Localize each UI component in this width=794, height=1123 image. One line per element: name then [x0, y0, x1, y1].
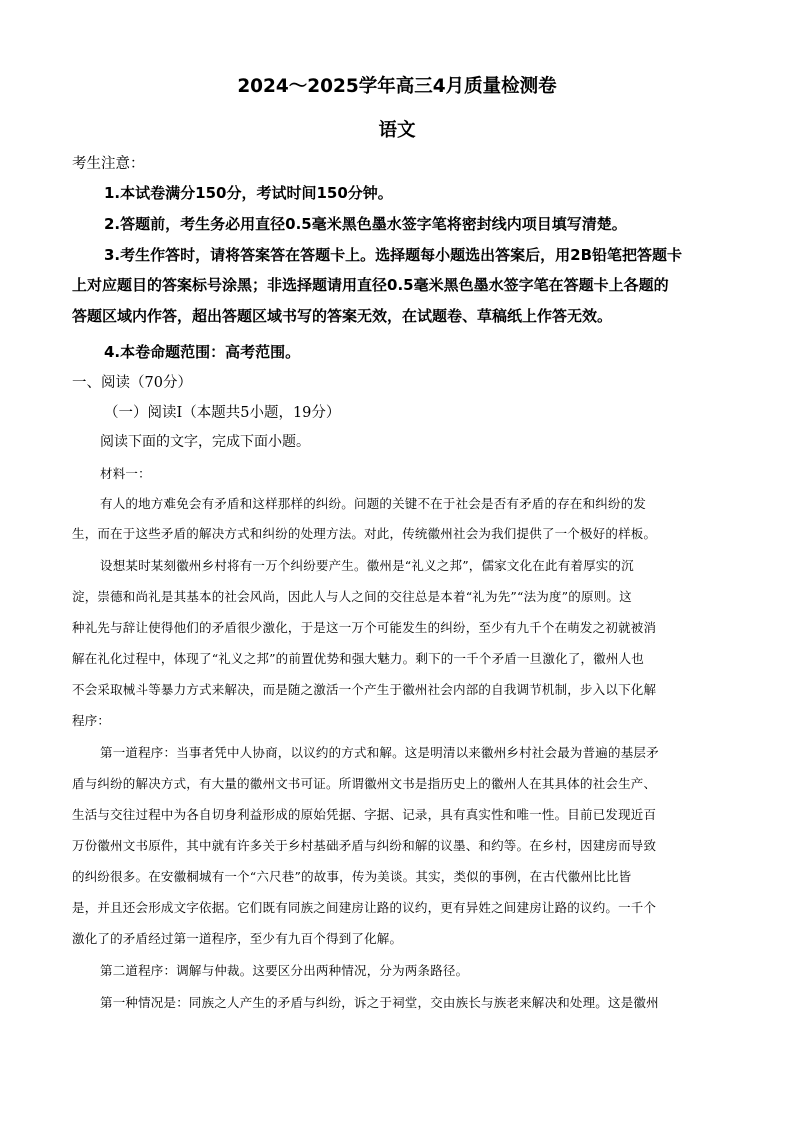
notice-line: 1.本试卷满分150分，考试时间150分钟。	[104, 184, 393, 202]
passage-line: 程序：	[72, 713, 111, 728]
notice-line: 2.答题前，考生务必用直径0.5毫米黑色墨水签字笔将密封线内项目填写清楚。	[104, 215, 627, 233]
instruction-text: 阅读下面的文字，完成下面小题。	[100, 434, 310, 450]
notice-heading: 考生注意：	[72, 156, 145, 172]
passage-line: 第一道程序：当事者凭中人协商，以议约的方式和解。这是明清以来徽州乡村社会最为普遍的基层矛	[100, 745, 659, 760]
passage-line: 盾与纠纷的解决方式，有大量的徽州文书可证。所谓徽州文书是指历史上的徽州人在其具体的社会生产、	[72, 776, 657, 791]
passage-line: 有人的地方难免会有矛盾和这样那样的纠纷。问题的关键不在于社会是否有矛盾的存在和纠纷的发	[100, 496, 647, 511]
subject-title: 语文	[378, 120, 416, 141]
passage-line: 种礼先与辞让使得他们的矛盾很少激化，于是这一万个可能发生的纠纷，至少有九千个在萌发之初就被消	[72, 620, 657, 635]
passage-line: 的纠纷很多。在安徽桐城有一个“六尺巷”的故事，传为美谈。其实，类似的事例，在古代徽州比比皆	[72, 869, 632, 884]
passage-line: 不会采取械斗等暴力方式来解决，而是随之激活一个产生于徽州社会内部的自我调节机制，步入以下化解	[72, 682, 657, 697]
passage-line: 激化了的矛盾经过第一道程序，至少有九百个得到了化解。	[72, 931, 403, 946]
passage-line: 万份徽州文书原件，其中就有许多关于乡村基础矛盾与纠纷和解的议墨、和约等。在乡村，因建房而导致	[72, 838, 657, 853]
passage-line: 第一种情况是：同族之人产生的矛盾与纠纷，诉之于祠堂，交由族长与族老来解决和处理。这是徽州	[100, 995, 659, 1010]
notice-line: 答题区域内作答，超出答题区域书写的答案无效，在试题卷、草稿纸上作答无效。	[72, 307, 613, 325]
passage-line: 第二道程序：调解与仲裁。这要区分出两种情况，分为两条路径。	[100, 963, 469, 978]
passage-line: 淀，崇德和尚礼是其基本的社会风尚，因此人与人之间的交往总是本着“礼为先”“法为度”的原则。这	[72, 589, 632, 604]
passage-line: 生，而在于这些矛盾的解决方式和纠纷的处理方法。对此，传统徽州社会为我们提供了一个极好的样板。	[72, 526, 657, 541]
section-heading: 一、阅读（70分）	[72, 375, 192, 391]
passage-line: 生活与交往过程中为各自切身利益形成的原始凭据、字据、记录，具有真实性和唯一性。目前已发现近百	[72, 807, 657, 822]
exam-title: 2024～2025学年高三4月质量检测卷	[237, 76, 557, 97]
notice-line: 4.本卷命题范围：高考范围。	[104, 343, 301, 361]
passage-label: 材料一：	[100, 466, 151, 481]
passage-line: 解在礼化过程中，体现了“礼义之邦”的前置优势和强大魅力。剩下的一千个矛盾一旦激化了，徽州人也	[72, 651, 644, 666]
notice-line: 上对应题目的答案标号涂黑；非选择题请用直径0.5毫米黑色墨水签字笔在答题卡上各题的	[72, 276, 669, 294]
notice-line: 3.考生作答时，请将答案答在答题卡上。选择题每小题选出答案后，用2B铅笔把答题卡	[104, 246, 683, 264]
subsection-heading: （一）阅读Ⅰ（本题共5小题，19分）	[104, 405, 341, 421]
passage-line: 设想某时某刻徽州乡村将有一万个纠纷要产生。徽州是“礼义之邦”，儒家文化在此有着厚实的沉	[100, 558, 634, 573]
passage-line: 是，并且还会形成文字依据。它们既有同族之间建房让路的议约，更有异姓之间建房让路的议约。一千个	[72, 900, 657, 915]
